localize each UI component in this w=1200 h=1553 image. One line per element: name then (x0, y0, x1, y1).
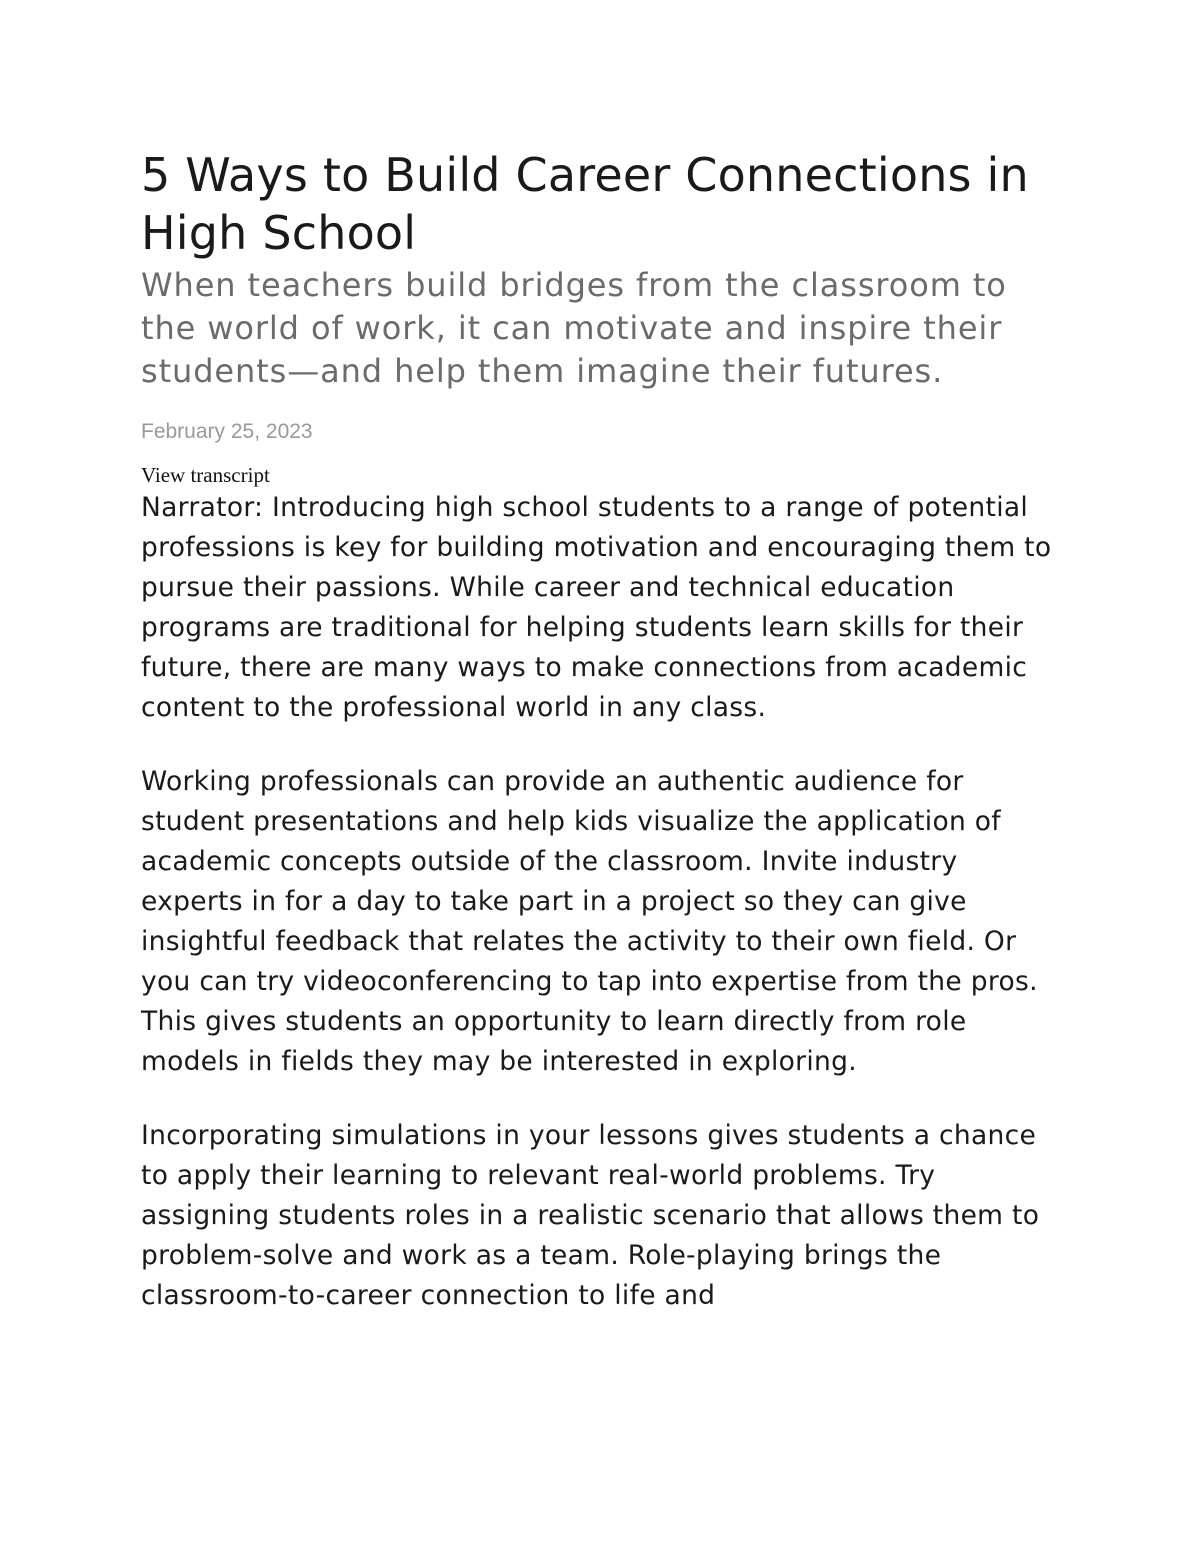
view-transcript-link[interactable]: View transcript (141, 463, 270, 487)
article-subtitle: When teachers build bridges from the classroom to the world of work, it can motivate and inspire their students—and help them imagine their futures. (141, 266, 1007, 390)
transcript-paragraph-2: Working professionals can provide an authentic audience for student presentations and help kids visualize the application of academic concepts outside of the classroom. Invite industry experts in for a day to take part in a project so they can give insightful feedback that relates the activity to their own field. Or you can try videoconferencing to tap into expertise from the pros. This gives students an opportunity to learn directly from role models in fields they may be interested in exploring. (141, 766, 1038, 1077)
transcript-paragraph-3: Incorporating simulations in your lessons gives students a chance to apply their learning to relevant real-world problems. Try assigning students roles in a realistic scenario that allows them to problem-solve and work as a team. Role-playing brings the classroom-to-career connection to life and (141, 1120, 1040, 1311)
article-title: 5 Ways to Build Career Connections in High School (141, 148, 1029, 260)
transcript-paragraph-1: Narrator: Introducing high school students to a range of potential professions is key for building motivation and encouraging them to pursue their passions. While career and technical education programs are traditional for helping students learn skills for their future, there are many ways to make connections from academic content to the professional world in any class. (141, 492, 1052, 723)
publish-date: February 25, 2023 (141, 420, 313, 443)
article (141, 146, 1066, 1350)
transcript-body (141, 488, 1066, 1316)
